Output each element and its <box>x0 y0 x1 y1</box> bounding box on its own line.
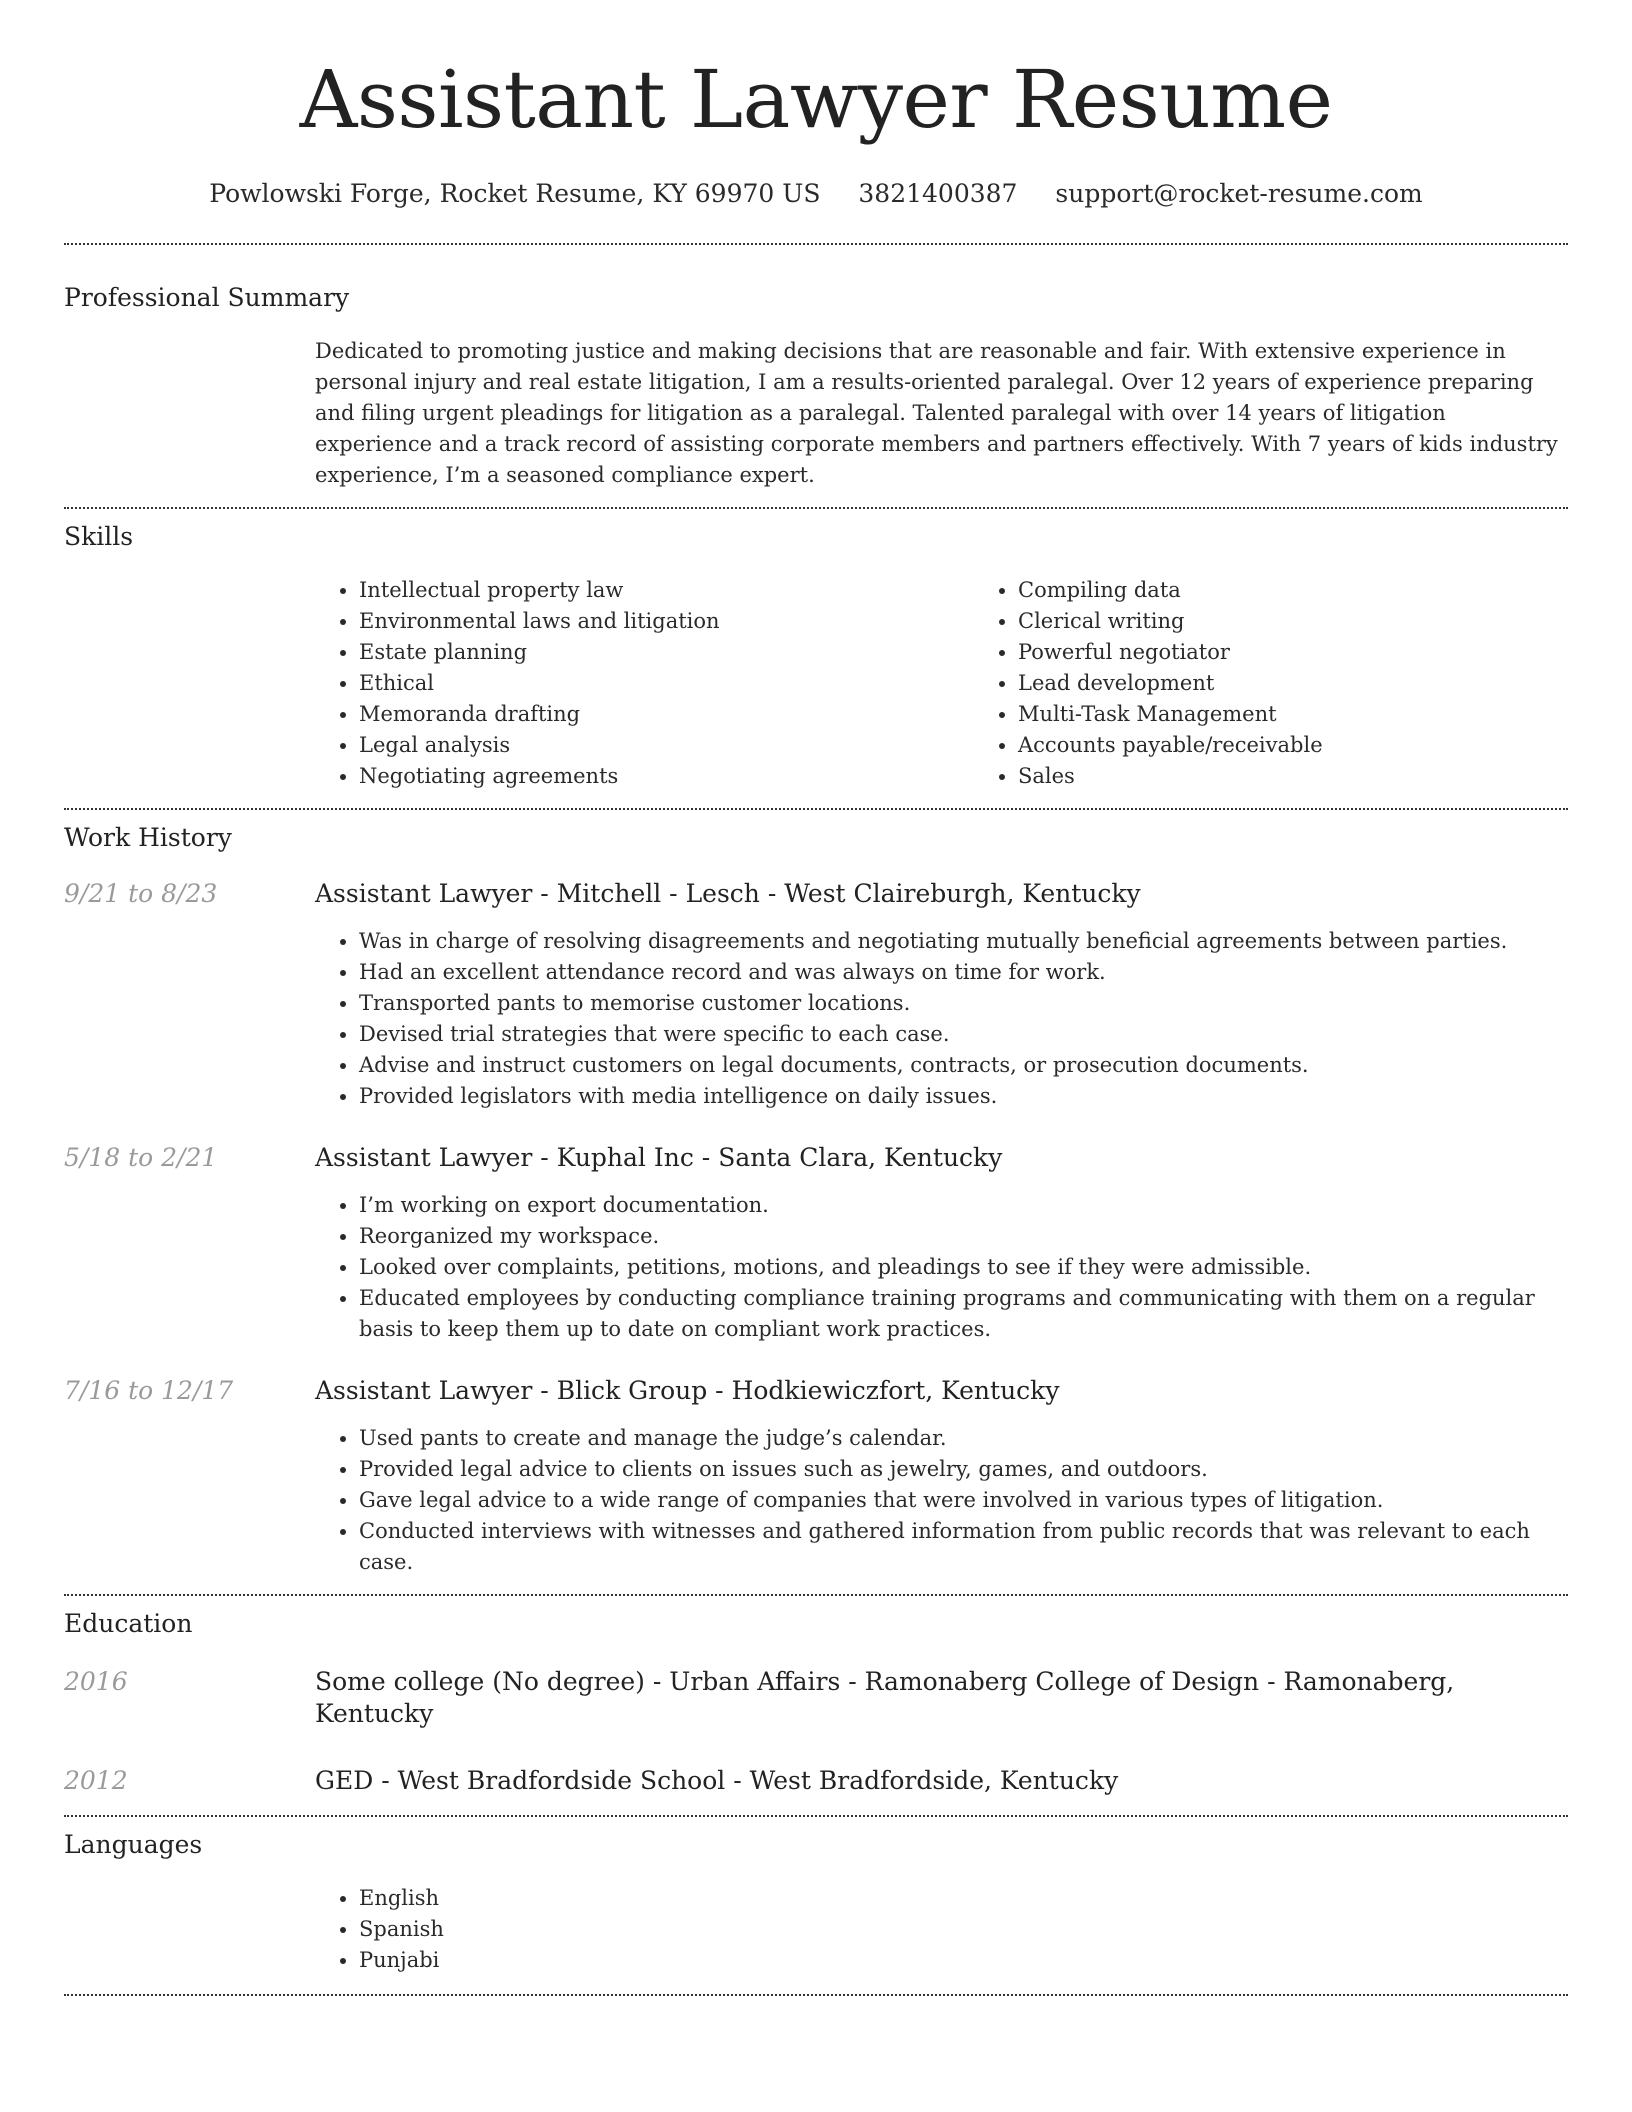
contact-address: Powlowski Forge, Rocket Resume, KY 69970 US <box>209 179 821 208</box>
list-item: • Sales <box>1018 761 1632 792</box>
list-item: • Compiling data <box>1018 575 1632 606</box>
list-item: • Devised trial strategies that were specific to each case. <box>359 1019 1568 1050</box>
job-title: Assistant Lawyer - Kuphal Inc - Santa Clara, Kentucky <box>315 1143 1003 1172</box>
skills-list-right <box>974 575 1632 792</box>
list-item: • Accounts payable/receivable <box>1018 730 1632 761</box>
education-year: 2012 <box>64 1766 128 1795</box>
job-entry <box>64 878 1568 1112</box>
list-item: • Negotiating agreements <box>359 761 974 792</box>
job-bullets <box>315 926 1568 1112</box>
education-section <box>64 1608 1568 1797</box>
education-entry <box>64 1666 1568 1730</box>
summary-text: Dedicated to promoting justice and making decisions that are reasonable and fair. With extensive experience in personal injury and real estate litigation, I am a results-oriented paralegal. Over 12 years of experience preparing and filing urgent pleadings for litigation as a paralegal. Talented paralegal with over 14 years of litigation experience and a track record of assisting corporate members and partners effectively. With 7 years of kids industry experience, I’m a seasoned compliance expert. <box>315 339 1558 487</box>
list-item: • Memoranda drafting <box>359 699 974 730</box>
job-entry <box>64 1142 1568 1345</box>
resume-title: Assistant Lawyer Resume <box>299 53 1333 146</box>
languages-list <box>315 1883 1568 1976</box>
list-item: • Used pants to create and manage the judge’s calendar. <box>359 1423 1568 1454</box>
contact-email: support@rocket-resume.com <box>1055 179 1423 208</box>
divider <box>64 1815 1568 1817</box>
list-item: • Advise and instruct customers on legal documents, contracts, or prosecution documents. <box>359 1050 1568 1081</box>
education-entry <box>64 1765 1568 1797</box>
job-dates: 5/18 to 2/21 <box>64 1143 218 1172</box>
contact-phone: 3821400387 <box>858 179 1018 208</box>
summary-heading: Professional Summary <box>64 283 350 312</box>
job-title: Assistant Lawyer - Blick Group - Hodkiewiczfort, Kentucky <box>315 1376 1060 1405</box>
list-item: • Estate planning <box>359 637 974 668</box>
list-item: • Powerful negotiator <box>1018 637 1632 668</box>
education-text: GED - West Bradfordside School - West Bradfordside, Kentucky <box>315 1766 1119 1795</box>
job-content <box>315 878 1568 1112</box>
job-bullets <box>315 1423 1568 1578</box>
job-entry <box>64 1375 1568 1578</box>
list-item: • Punjabi <box>359 1945 1568 1976</box>
list-item: • Was in charge of resolving disagreements and negotiating mutually beneficial agreements between parties. <box>359 926 1568 957</box>
list-item: • Spanish <box>359 1914 1568 1945</box>
work-heading: Work History <box>64 823 232 852</box>
languages-section <box>64 1829 1568 1976</box>
job-bullets <box>315 1190 1568 1345</box>
list-item: • Transported pants to memorise customer locations. <box>359 988 1568 1019</box>
education-heading: Education <box>64 1609 193 1638</box>
education-year: 2016 <box>64 1667 128 1696</box>
list-item: • Gave legal advice to a wide range of companies that were involved in various types of litigation. <box>359 1485 1568 1516</box>
list-item: • Environmental laws and litigation <box>359 606 974 637</box>
divider <box>64 1994 1568 1996</box>
divider <box>64 243 1568 245</box>
skills-list-left <box>315 575 974 792</box>
languages-content <box>315 1883 1568 1976</box>
list-item: • English <box>359 1883 1568 1914</box>
list-item: • Intellectual property law <box>359 575 974 606</box>
list-item: • Educated employees by conducting compliance training programs and communicating with them on a regular basis to keep them up to date on compliant work practices. <box>359 1283 1568 1345</box>
list-item: • Provided legislators with media intelligence on daily issues. <box>359 1081 1568 1112</box>
divider <box>64 507 1568 509</box>
work-section <box>64 822 1568 1578</box>
languages-row <box>64 1883 1568 1976</box>
divider <box>64 808 1568 810</box>
skills-row <box>64 575 1568 792</box>
list-item: • Looked over complaints, petitions, motions, and pleadings to see if they were admissible. <box>359 1252 1568 1283</box>
education-text: Some college (No degree) - Urban Affairs - Ramonaberg College of Design - Ramonaberg, Kentucky <box>315 1667 1455 1728</box>
languages-heading: Languages <box>64 1830 203 1859</box>
list-item: • Reorganized my workspace. <box>359 1221 1568 1252</box>
skills-columns <box>315 575 1632 792</box>
list-item: • I’m working on export documentation. <box>359 1190 1568 1221</box>
job-title: Assistant Lawyer - Mitchell - Lesch - West Claireburgh, Kentucky <box>315 879 1141 908</box>
skills-section <box>64 521 1568 792</box>
summary-row <box>64 336 1568 491</box>
job-dates: 9/21 to 8/23 <box>64 879 218 908</box>
divider <box>64 1594 1568 1596</box>
list-item: • Provided legal advice to clients on issues such as jewelry, games, and outdoors. <box>359 1454 1568 1485</box>
list-item: • Multi-Task Management <box>1018 699 1632 730</box>
job-dates: 7/16 to 12/17 <box>64 1376 234 1405</box>
job-content <box>315 1142 1568 1345</box>
list-item: • Clerical writing <box>1018 606 1632 637</box>
list-item: • Legal analysis <box>359 730 974 761</box>
list-item: • Ethical <box>359 668 974 699</box>
summary-section <box>64 282 1568 491</box>
skills-heading: Skills <box>64 522 134 551</box>
job-content <box>315 1375 1568 1578</box>
list-item: • Conducted interviews with witnesses and gathered information from public records that was relevant to each case. <box>359 1516 1568 1578</box>
list-item: • Lead development <box>1018 668 1632 699</box>
contact-line <box>64 178 1568 210</box>
list-item: • Had an excellent attendance record and was always on time for work. <box>359 957 1568 988</box>
